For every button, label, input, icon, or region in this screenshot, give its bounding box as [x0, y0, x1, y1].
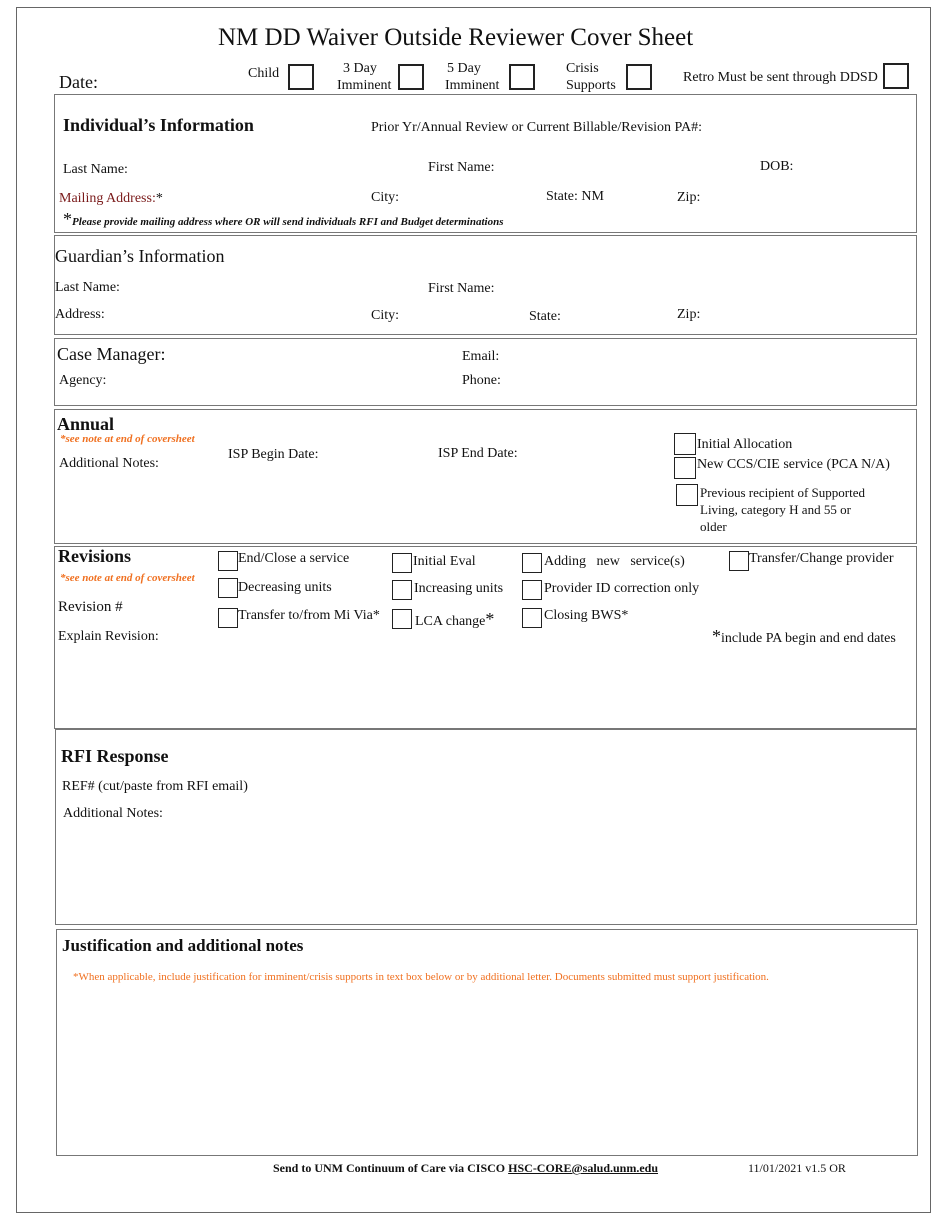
increasing-units-checkbox[interactable]	[392, 580, 412, 600]
crisis-supports-checkbox[interactable]	[626, 64, 652, 90]
footer-send-label: Send to UNM Continuum of Care via CISCO	[273, 1161, 509, 1175]
increasing-units-label: Increasing units	[414, 581, 504, 596]
explain-revision-label: Explain Revision:	[58, 629, 159, 644]
retro-label: Retro Must be sent through DDSD	[683, 70, 878, 85]
adding-new-service-label: Adding new service(s)	[544, 554, 685, 569]
initial-allocation-checkbox[interactable]	[674, 433, 696, 455]
decreasing-units-checkbox[interactable]	[218, 578, 238, 598]
five-day-label-line2: Imminent	[445, 78, 500, 93]
revisions-note: *see note at end of coversheet	[60, 572, 195, 584]
lca-change-label	[415, 609, 494, 630]
lca-change-checkbox[interactable]	[392, 609, 412, 629]
revisions-heading: Revisions	[58, 546, 132, 566]
new-ccs-cie-label: New CCS/CIE service (PCA N/A)	[697, 457, 890, 472]
individual-city-label: City:	[371, 190, 400, 205]
isp-begin-date-label: ISP Begin Date:	[228, 447, 319, 462]
retro-checkbox[interactable]	[883, 63, 909, 89]
annual-heading: Annual	[57, 414, 115, 434]
annual-additional-notes-label: Additional Notes:	[59, 456, 159, 471]
individual-heading: Individual’s Information	[63, 115, 254, 135]
end-close-service-checkbox[interactable]	[218, 551, 238, 571]
dob-label: DOB:	[760, 159, 794, 174]
rfi-response-section	[55, 729, 917, 925]
guardian-state-label: State:	[529, 309, 561, 324]
footer-email-link[interactable]: HSC-CORE@salud.unm.edu	[508, 1161, 659, 1175]
pa-dates-star: *	[712, 626, 721, 646]
mailing-note	[63, 209, 504, 230]
footer-version: 11/01/2021 v1.5 OR	[748, 1161, 846, 1175]
annual-section	[54, 409, 917, 544]
rfi-ref-label: REF# (cut/paste from RFI email)	[62, 779, 248, 794]
guardian-zip-label: Zip:	[677, 307, 701, 322]
five-day-imminent-checkbox[interactable]	[509, 64, 535, 90]
mailing-address-text: Mailing Address:	[59, 191, 156, 206]
individual-zip-label: Zip:	[677, 190, 701, 205]
three-day-imminent-checkbox[interactable]	[398, 64, 424, 90]
justification-heading: Justification and additional notes	[62, 936, 304, 955]
rfi-heading: RFI Response	[61, 746, 169, 766]
case-manager-phone-label: Phone:	[462, 373, 501, 388]
initial-allocation-label: Initial Allocation	[697, 437, 793, 452]
lca-change-star: *	[485, 609, 495, 629]
form-title: NM DD Waiver Outside Reviewer Cover Sheet	[218, 24, 694, 51]
three-day-label-line1: 3 Day	[343, 61, 377, 76]
three-day-label-line2: Imminent	[337, 78, 392, 93]
decreasing-units-label: Decreasing units	[238, 580, 332, 595]
adding-new-service-checkbox[interactable]	[522, 553, 542, 573]
pa-dates-text: include PA begin and end dates	[721, 631, 896, 646]
end-close-service-label: End/Close a service	[238, 551, 350, 566]
individual-first-name-label: First Name:	[428, 160, 495, 175]
new-ccs-cie-checkbox[interactable]	[674, 457, 696, 479]
mailing-address-label	[59, 191, 163, 207]
previous-recipient-label-line2: Living, category H and 55 or	[700, 502, 851, 517]
closing-bws-label: Closing BWS*	[544, 608, 629, 623]
transfer-mi-via-label: Transfer to/from Mi Via*	[238, 608, 380, 623]
provider-id-correction-label: Provider ID correction only	[544, 581, 700, 596]
mailing-note-star: *	[63, 209, 72, 229]
prior-pa-label: Prior Yr/Annual Review or Current Billable/Revision PA#:	[371, 120, 703, 135]
previous-recipient-checkbox[interactable]	[676, 484, 698, 506]
guardian-last-name-label: Last Name:	[55, 280, 120, 295]
closing-bws-checkbox[interactable]	[522, 608, 542, 628]
previous-recipient-label-line1: Previous recipient of Supported	[700, 485, 865, 500]
previous-recipient-label-line3: older	[700, 519, 727, 534]
transfer-change-provider-checkbox[interactable]	[729, 551, 749, 571]
rfi-additional-notes-label: Additional Notes:	[63, 806, 163, 821]
justification-note: *When applicable, include justification for imminent/crisis supports in text box below or by additional letter. Documents submitted must support justification.	[73, 971, 769, 983]
five-day-label-line1: 5 Day	[447, 61, 481, 76]
revision-number-label: Revision #	[58, 599, 123, 615]
guardian-city-label: City:	[371, 308, 400, 323]
case-manager-heading: Case Manager:	[57, 344, 166, 364]
annual-note: *see note at end of coversheet	[60, 433, 195, 445]
lca-change-text: LCA change	[415, 614, 486, 629]
mailing-required-star: *	[155, 191, 163, 206]
case-manager-agency-label: Agency:	[59, 373, 107, 388]
individual-last-name-label: Last Name:	[63, 162, 128, 177]
case-manager-email-label: Email:	[462, 349, 500, 364]
justification-section	[56, 929, 918, 1156]
child-label: Child	[248, 66, 280, 81]
transfer-mi-via-checkbox[interactable]	[218, 608, 238, 628]
initial-eval-label: Initial Eval	[413, 554, 476, 569]
initial-eval-checkbox[interactable]	[392, 553, 412, 573]
provider-id-correction-checkbox[interactable]	[522, 580, 542, 600]
individual-state-label: State: NM	[546, 189, 604, 204]
pa-dates-note	[712, 626, 896, 647]
footer-send-text	[273, 1161, 658, 1176]
isp-end-date-label: ISP End Date:	[438, 446, 518, 461]
crisis-label-line2: Supports	[566, 78, 616, 93]
crisis-label-line1: Crisis	[566, 61, 599, 76]
child-checkbox[interactable]	[288, 64, 314, 90]
guardian-first-name-label: First Name:	[428, 281, 495, 296]
guardian-address-label: Address:	[55, 307, 105, 322]
transfer-change-provider-label: Transfer/Change provider	[749, 551, 894, 566]
guardian-heading: Guardian’s Information	[55, 246, 225, 266]
mailing-note-text: Please provide mailing address where OR will send individuals RFI and Budget determinations	[72, 216, 504, 228]
date-label: Date:	[59, 72, 98, 92]
